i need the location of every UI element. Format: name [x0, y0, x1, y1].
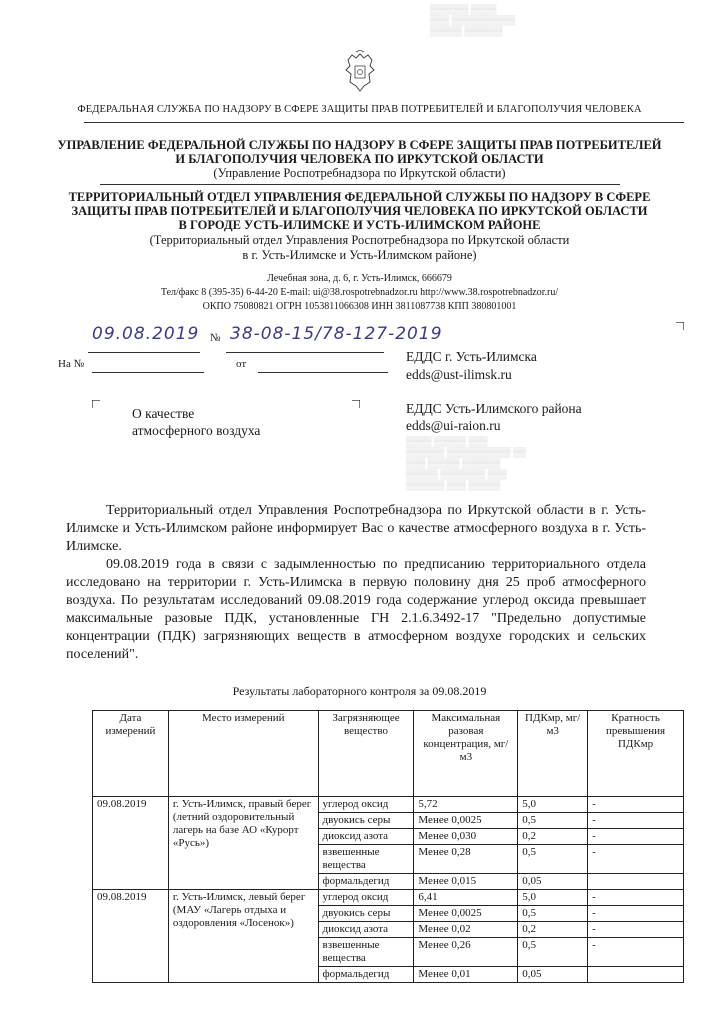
header-pdk: ПДКмр, мг/м3 — [518, 711, 588, 797]
show-through-noise: ▒▒▒▒ ▒▒▒▒▒ ▒▒▒ ▒▒▒▒▒▒ ▒▒▒▒▒▒▒▒▒▒ ▒▒ ▒▒▒ ▒▒▒▒▒ ▒▒▒▒▒▒ ▒▒▒▒▒ ▒▒▒▒▒▒▒ ▒▒▒ ▒▒▒▒▒▒ ▒▒▒ ▒▒▒▒▒ — [406, 436, 526, 490]
outgoing-date: 09.08.2019 — [92, 324, 200, 344]
pdk-cell: 0,5 — [518, 906, 588, 922]
pdk-cell: 0,05 — [518, 967, 588, 983]
ratio-cell: - — [588, 813, 684, 829]
substance-cell: двуокись серы — [318, 813, 414, 829]
ratio-cell: - — [588, 890, 684, 906]
department-short-name: (Управление Роспотребнадзора по Иркутской области) — [213, 166, 506, 180]
concentration-cell: 6,41 — [414, 890, 518, 906]
ratio-cell: - — [588, 797, 684, 813]
header-ratio: Кратность превышения ПДКмр — [588, 711, 684, 797]
subject-line1: О качестве — [132, 406, 195, 421]
substance-cell: углерод оксид — [318, 890, 414, 906]
corner-mark — [92, 400, 100, 408]
concentration-cell: Менее 0,030 — [414, 829, 518, 845]
pdk-cell: 0,5 — [518, 938, 588, 967]
pdk-cell: 0,2 — [518, 829, 588, 845]
date-underline — [88, 338, 200, 353]
concentration-cell: Менее 0,0025 — [414, 813, 518, 829]
subject-line2: атмосферного воздуха — [132, 423, 261, 438]
corner-mark — [676, 322, 684, 330]
office-title-line3: В ГОРОДЕ УСТЬ-ИЛИМСКЕ И УСТЬ-ИЛИМСКОМ РАЙОНЕ — [178, 218, 541, 232]
number-label: № — [210, 332, 221, 344]
coat-of-arms-icon — [342, 50, 378, 94]
agency-name: ФЕДЕРАЛЬНАЯ СЛУЖБА ПО НАДЗОРУ В СФЕРЕ ЗАЩИТЫ ПРАВ ПОТРЕБИТЕЛЕЙ И БЛАГОПОЛУЧИЯ ЧЕЛОВЕКА — [77, 104, 642, 115]
from-label: от — [236, 358, 247, 370]
substance-cell: диоксид азота — [318, 829, 414, 845]
body-paragraph-2: 09.08.2019 года в связи с задымленностью по предписанию территориального отдела исследовано на территории г. Усть-Илимска в первую половину дня 25 проб атмосферного воздуха. По результатам исследований 09.08.2019 года содержание углерод оксида превышает максимальные разовые ПДК, установленные ГН 2.1.6.3492-17 "Предельно допустимые концентрации (ПДК) загрязняющих веществ в атмосферном воздухе городских и сельских поселений". — [66, 557, 646, 662]
concentration-cell: Менее 0,28 — [414, 845, 518, 874]
results-caption: Результаты лабораторного контроля за 09.08.2019 — [232, 684, 487, 698]
office-title-line1: ТЕРРИТОРИАЛЬНЫЙ ОТДЕЛ УПРАВЛЕНИЯ ФЕДЕРАЛЬНОЙ СЛУЖБЫ ПО НАДЗОРУ В СФЕРЕ — [68, 190, 651, 204]
table-header-row — [93, 711, 684, 797]
recipient-2-email: edds@ui-raion.ru — [406, 418, 501, 433]
table-row — [93, 797, 684, 813]
ratio-cell — [588, 874, 684, 890]
concentration-cell: Менее 0,0025 — [414, 906, 518, 922]
substance-cell: взвешенные вещества — [318, 845, 414, 874]
office-contacts: Тел/факс 8 (395-35) 6-44-20 E-mail: ui@38.rospotrebnadzor.ru http://www.38.rospotrebnadzor.ru/ — [160, 287, 559, 298]
group-place: г. Усть-Илимск, левый берег (МАУ «Лагерь отдыха и оздоровления «Лосенок») — [168, 890, 318, 983]
concentration-cell: Менее 0,01 — [414, 967, 518, 983]
substance-cell: двуокись серы — [318, 906, 414, 922]
pdk-cell: 5,0 — [518, 890, 588, 906]
pdk-cell: 0,2 — [518, 922, 588, 938]
substance-cell: формальдегид — [318, 874, 414, 890]
outgoing-number: 38-08-15/78-127-2019 — [230, 324, 443, 344]
substance-cell: углерод оксид — [318, 797, 414, 813]
group-date: 09.08.2019 — [93, 890, 169, 983]
header-place: Место измерений — [168, 711, 318, 797]
department-title-line1: УПРАВЛЕНИЕ ФЕДЕРАЛЬНОЙ СЛУЖБЫ ПО НАДЗОРУ В СФЕРЕ ЗАЩИТЫ ПРАВ ПОТРЕБИТЕЛЕЙ — [57, 138, 662, 152]
substance-cell: формальдегид — [318, 967, 414, 983]
pdk-cell: 0,05 — [518, 874, 588, 890]
header-date: Дата измерений — [93, 711, 169, 797]
department-divider — [100, 184, 620, 185]
pdk-cell: 0,5 — [518, 813, 588, 829]
ratio-cell: - — [588, 829, 684, 845]
office-address: Лечебная зона, д. 6, г. Усть-Илимск, 666679 — [267, 273, 452, 284]
ratio-cell: - — [588, 922, 684, 938]
body-paragraph-1: Территориальный отдел Управления Роспотребнадзора по Иркутской области в г. Усть-Илимске и Усть-Илимском районе информирует Вас о качестве атмосферного воздуха в г. Усть-Илимске. — [66, 503, 646, 554]
substance-cell: взвешенные вещества — [318, 938, 414, 967]
ratio-cell: - — [588, 938, 684, 967]
group-date: 09.08.2019 — [93, 797, 169, 890]
concentration-cell: Менее 0,015 — [414, 874, 518, 890]
pdk-cell: 5,0 — [518, 797, 588, 813]
ref-number-line — [92, 358, 204, 373]
group-place: г. Усть-Илимск, правый берег (летний оздоровительный лагерь на базе АО «Курорт «Русь») — [168, 797, 318, 890]
pdk-cell: 0,5 — [518, 845, 588, 874]
number-underline — [226, 338, 384, 353]
substance-cell: диоксид азота — [318, 922, 414, 938]
table-row — [93, 890, 684, 906]
department-title-line2: И БЛАГОПОЛУЧИЯ ЧЕЛОВЕКА ПО ИРКУТСКОЙ ОБЛАСТИ — [175, 152, 544, 166]
ratio-cell: - — [588, 845, 684, 874]
results-table — [92, 710, 684, 983]
corner-mark — [352, 400, 360, 408]
concentration-cell: 5,72 — [414, 797, 518, 813]
ratio-cell: - — [588, 906, 684, 922]
office-short-line1: (Территориальный отдел Управления Роспотребнадзора по Иркутской области — [149, 233, 570, 247]
header-concentration: Максимальная разовая концентрация, мг/м3 — [414, 711, 518, 797]
concentration-cell: Менее 0,02 — [414, 922, 518, 938]
recipient-1-name: ЕДДС г. Усть-Илимска — [406, 349, 537, 364]
recipient-1-email: edds@ust-ilimsk.ru — [406, 367, 512, 382]
header-substance: Загрязняющее вещество — [318, 711, 414, 797]
office-codes: ОКПО 75080821 ОГРН 1053811066308 ИНН 3811087738 КПП 380801001 — [202, 301, 517, 312]
recipient-2-name: ЕДДС Усть-Илимского района — [406, 401, 582, 416]
ratio-cell — [588, 967, 684, 983]
office-title-line2: ЗАЩИТЫ ПРАВ ПОТРЕБИТЕЛЕЙ И БЛАГОПОЛУЧИЯ ЧЕЛОВЕКА ПО ИРКУТСКОЙ ОБЛАСТИ — [71, 204, 648, 218]
show-through-noise: ▒▒▒▒▒▒ ▒▒▒▒ ▒▒▒ ▒▒▒▒▒▒▒▒▒▒ ▒▒▒▒▒ ▒▒▒▒▒▒ — [430, 4, 516, 36]
header-divider — [84, 122, 684, 123]
ref-date-line — [258, 358, 388, 373]
ref-label: На № — [58, 358, 85, 370]
office-short-line2: в г. Усть-Илимске и Усть-Илимском районе) — [242, 248, 477, 262]
concentration-cell: Менее 0,26 — [414, 938, 518, 967]
